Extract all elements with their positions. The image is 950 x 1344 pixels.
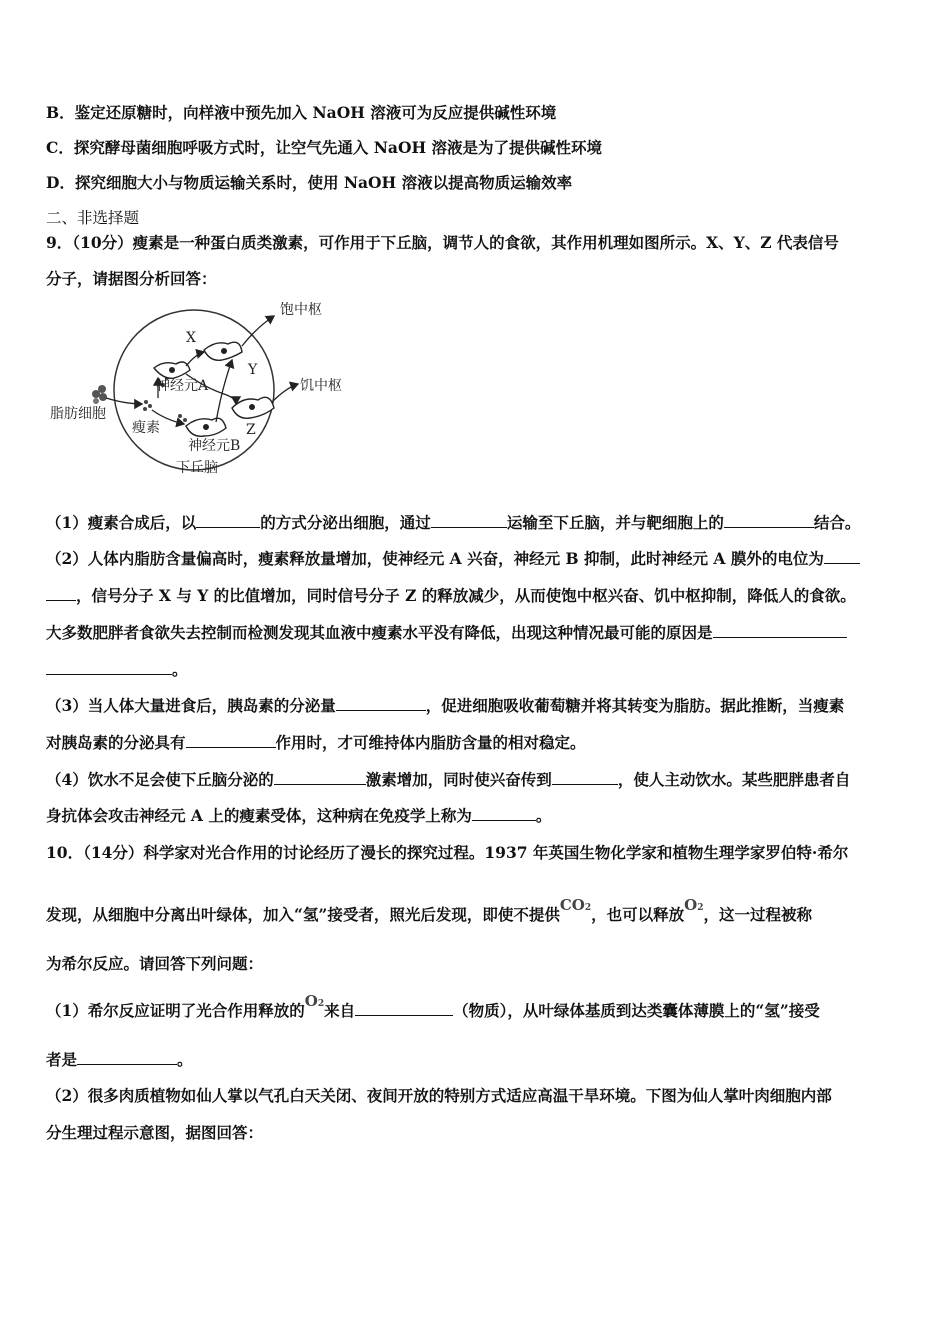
label-hypothalamus: 下丘脑 [176,460,218,476]
to-hunger-arrow [272,384,298,402]
q10-intro-text-a: 发现，从细胞中分离出叶绿体，加入“氢”接受者，照光后发现，即使不提供 [46,905,560,924]
answer-blank[interactable] [186,733,276,748]
q9-p4-text-e: 。 [535,806,552,825]
q9-p2-text-1: （2）人体内脂肪含量偏高时，瘦素释放量增加，使神经元 A 兴奋，神经元 B 抑制，此时神经元 A 膜外的电位为 [46,549,824,568]
fat-to-leptin-arrow [106,398,142,404]
option-d: D．探究细胞大小与物质运输关系时，使用 NaOH 溶液以提高物质运输效率 [46,173,573,192]
answer-blank[interactable] [472,806,536,821]
q9-p3-text-c: 对胰岛素的分泌具有 [46,733,186,752]
hypothalamus-diagram [46,298,356,483]
q9-part2-line4 [46,659,904,681]
label-neuron-b: 神经元B [188,438,241,454]
label-leptin: 瘦素 [132,420,160,436]
answer-blank[interactable] [274,770,366,785]
q9-part2-line2 [46,585,904,607]
answer-blank[interactable] [46,660,172,675]
co2-formula: CO2 [559,896,592,914]
q9-intro-line1: 9．（10分）瘦素是一种蛋白质类激素，可作用于下丘脑，调节人的食欲，其作用机理如图所示。X、Y、Z 代表信号 [46,233,839,252]
q9-p4-text-a: （4）饮水不足会使下丘脑分泌的 [46,770,274,789]
q9-intro-line2: 分子，请据图分析回答： [46,269,217,288]
answer-blank[interactable] [46,586,76,601]
q10-p1-text-b: 来自 [324,1001,356,1020]
q10-intro-text-c: ，这一过程被称 [703,905,812,924]
label-y: Y [248,362,258,378]
q9-p3-text-d: 作用时，才可维持体内脂肪含量的相对稳定。 [275,733,586,752]
q9-p1-text-c: 运输至下丘脑，并与靶细胞上的 [506,513,724,532]
q9-p2-period: 。 [172,660,188,679]
neuron-z-shape [232,397,274,418]
q9-p4-text-b: 激素增加，同时使兴奋传到 [365,770,552,789]
q9-p4-text-c: ，使人主动饮水。某些肥胖患者自 [617,770,851,789]
q10-intro-line3: 为希尔反应。请回答下列问题： [46,954,264,973]
q9-p4-text-d: 身抗体会攻击神经元 A 上的瘦素受体，这种病在免疫学上称为 [46,806,472,825]
q10-p1-text-c: （物质），从叶绿体基质到达类囊体薄膜上的“氢”接受 [453,1001,820,1020]
q10-intro-line1: 10．（14分）科学家对光合作用的讨论经历了漫长的探究过程。1937 年英国生物化学家和植物生理学家罗伯特·希尔 [46,843,849,862]
q10-part2-line2: 分生理过程示意图，据图回答： [46,1123,264,1142]
answer-blank[interactable] [431,513,507,528]
q9-p3-text-a: （3）当人体大量进食后，胰岛素的分泌量 [46,696,336,715]
answer-blank[interactable] [552,770,618,785]
q10-part2-line1: （2）很多肉质植物如仙人掌以气孔白天关闭、夜间开放的特别方式适应高温干旱环境。下图为仙人掌叶肉细胞内部 [46,1086,832,1105]
q9-p3-text-b: ，促进细胞吸收葡萄糖并将其转变为脂肪。据此推断，当瘦素 [425,696,845,715]
option-b: B．鉴定还原糖时，向样液中预先加入 NaOH 溶液可为反应提供碱性环境 [46,103,557,122]
label-z: Z [246,422,256,438]
label-fat-cell: 脂肪细胞 [50,406,106,422]
answer-blank[interactable] [824,549,860,564]
q9-p1-text-a: （1）瘦素合成后，以 [46,513,197,532]
q9-part1 [46,512,904,534]
q9-p1-text-d: 结合。 [813,513,861,532]
option-c: C．探究酵母菌细胞呼吸方式时，让空气先通入 NaOH 溶液是为了提供碱性环境 [46,138,602,157]
answer-blank[interactable] [336,696,426,711]
label-hunger-center: 饥中枢 [300,378,342,394]
a-to-x-arrow [186,352,204,366]
b-to-x-arrow [216,360,232,422]
fat-cell-icon [92,385,107,404]
q9-part4-line2 [46,805,904,827]
answer-blank[interactable] [355,1001,453,1016]
q10-p1-text-a: （1）希尔反应证明了光合作用释放的 [46,1001,305,1020]
q10-p1-text-e: 。 [177,1050,193,1069]
answer-blank[interactable] [713,623,847,638]
q10-part1-line1 [46,992,904,1025]
answer-blank[interactable] [77,1050,177,1065]
q10-part1-line2 [46,1049,904,1071]
q10-p1-text-d: 者是 [46,1050,78,1069]
q10-intro-line2 [46,896,904,929]
q9-part3-line1 [46,695,904,717]
label-neuron-a: 神经元A [156,378,209,394]
q9-p2-text-3: 大多数肥胖者食欲失去控制而检测发现其血液中瘦素水平没有降低，出现这种情况最可能的原因是 [46,623,713,642]
o2-formula: O2 [684,896,704,914]
q9-part4-line1 [46,769,904,791]
neuron-b-shape [186,418,226,436]
section-title: 二、非选择题 [46,209,140,227]
neuron-a-shape [154,362,190,378]
q9-part2-line3 [46,622,904,644]
q10-intro-text-b: ，也可以释放 [591,905,685,924]
label-satiety-center: 饱中枢 [280,302,322,318]
q9-p2-text-2: ，信号分子 X 与 Y 的比值增加，同时信号分子 Z 的释放减少，从而使饱中枢兴奋、饥中枢抑制，降低人的食欲。 [76,586,856,605]
q9-p1-text-b: 的方式分泌出细胞，通过 [260,513,431,532]
answer-blank[interactable] [196,513,260,528]
q9-part2-line1 [46,548,904,570]
answer-blank[interactable] [724,513,814,528]
label-x: X [186,330,196,346]
q9-part3-line2 [46,732,904,754]
neuron-x-shape [204,342,242,360]
o2-formula: O2 [304,992,325,1010]
